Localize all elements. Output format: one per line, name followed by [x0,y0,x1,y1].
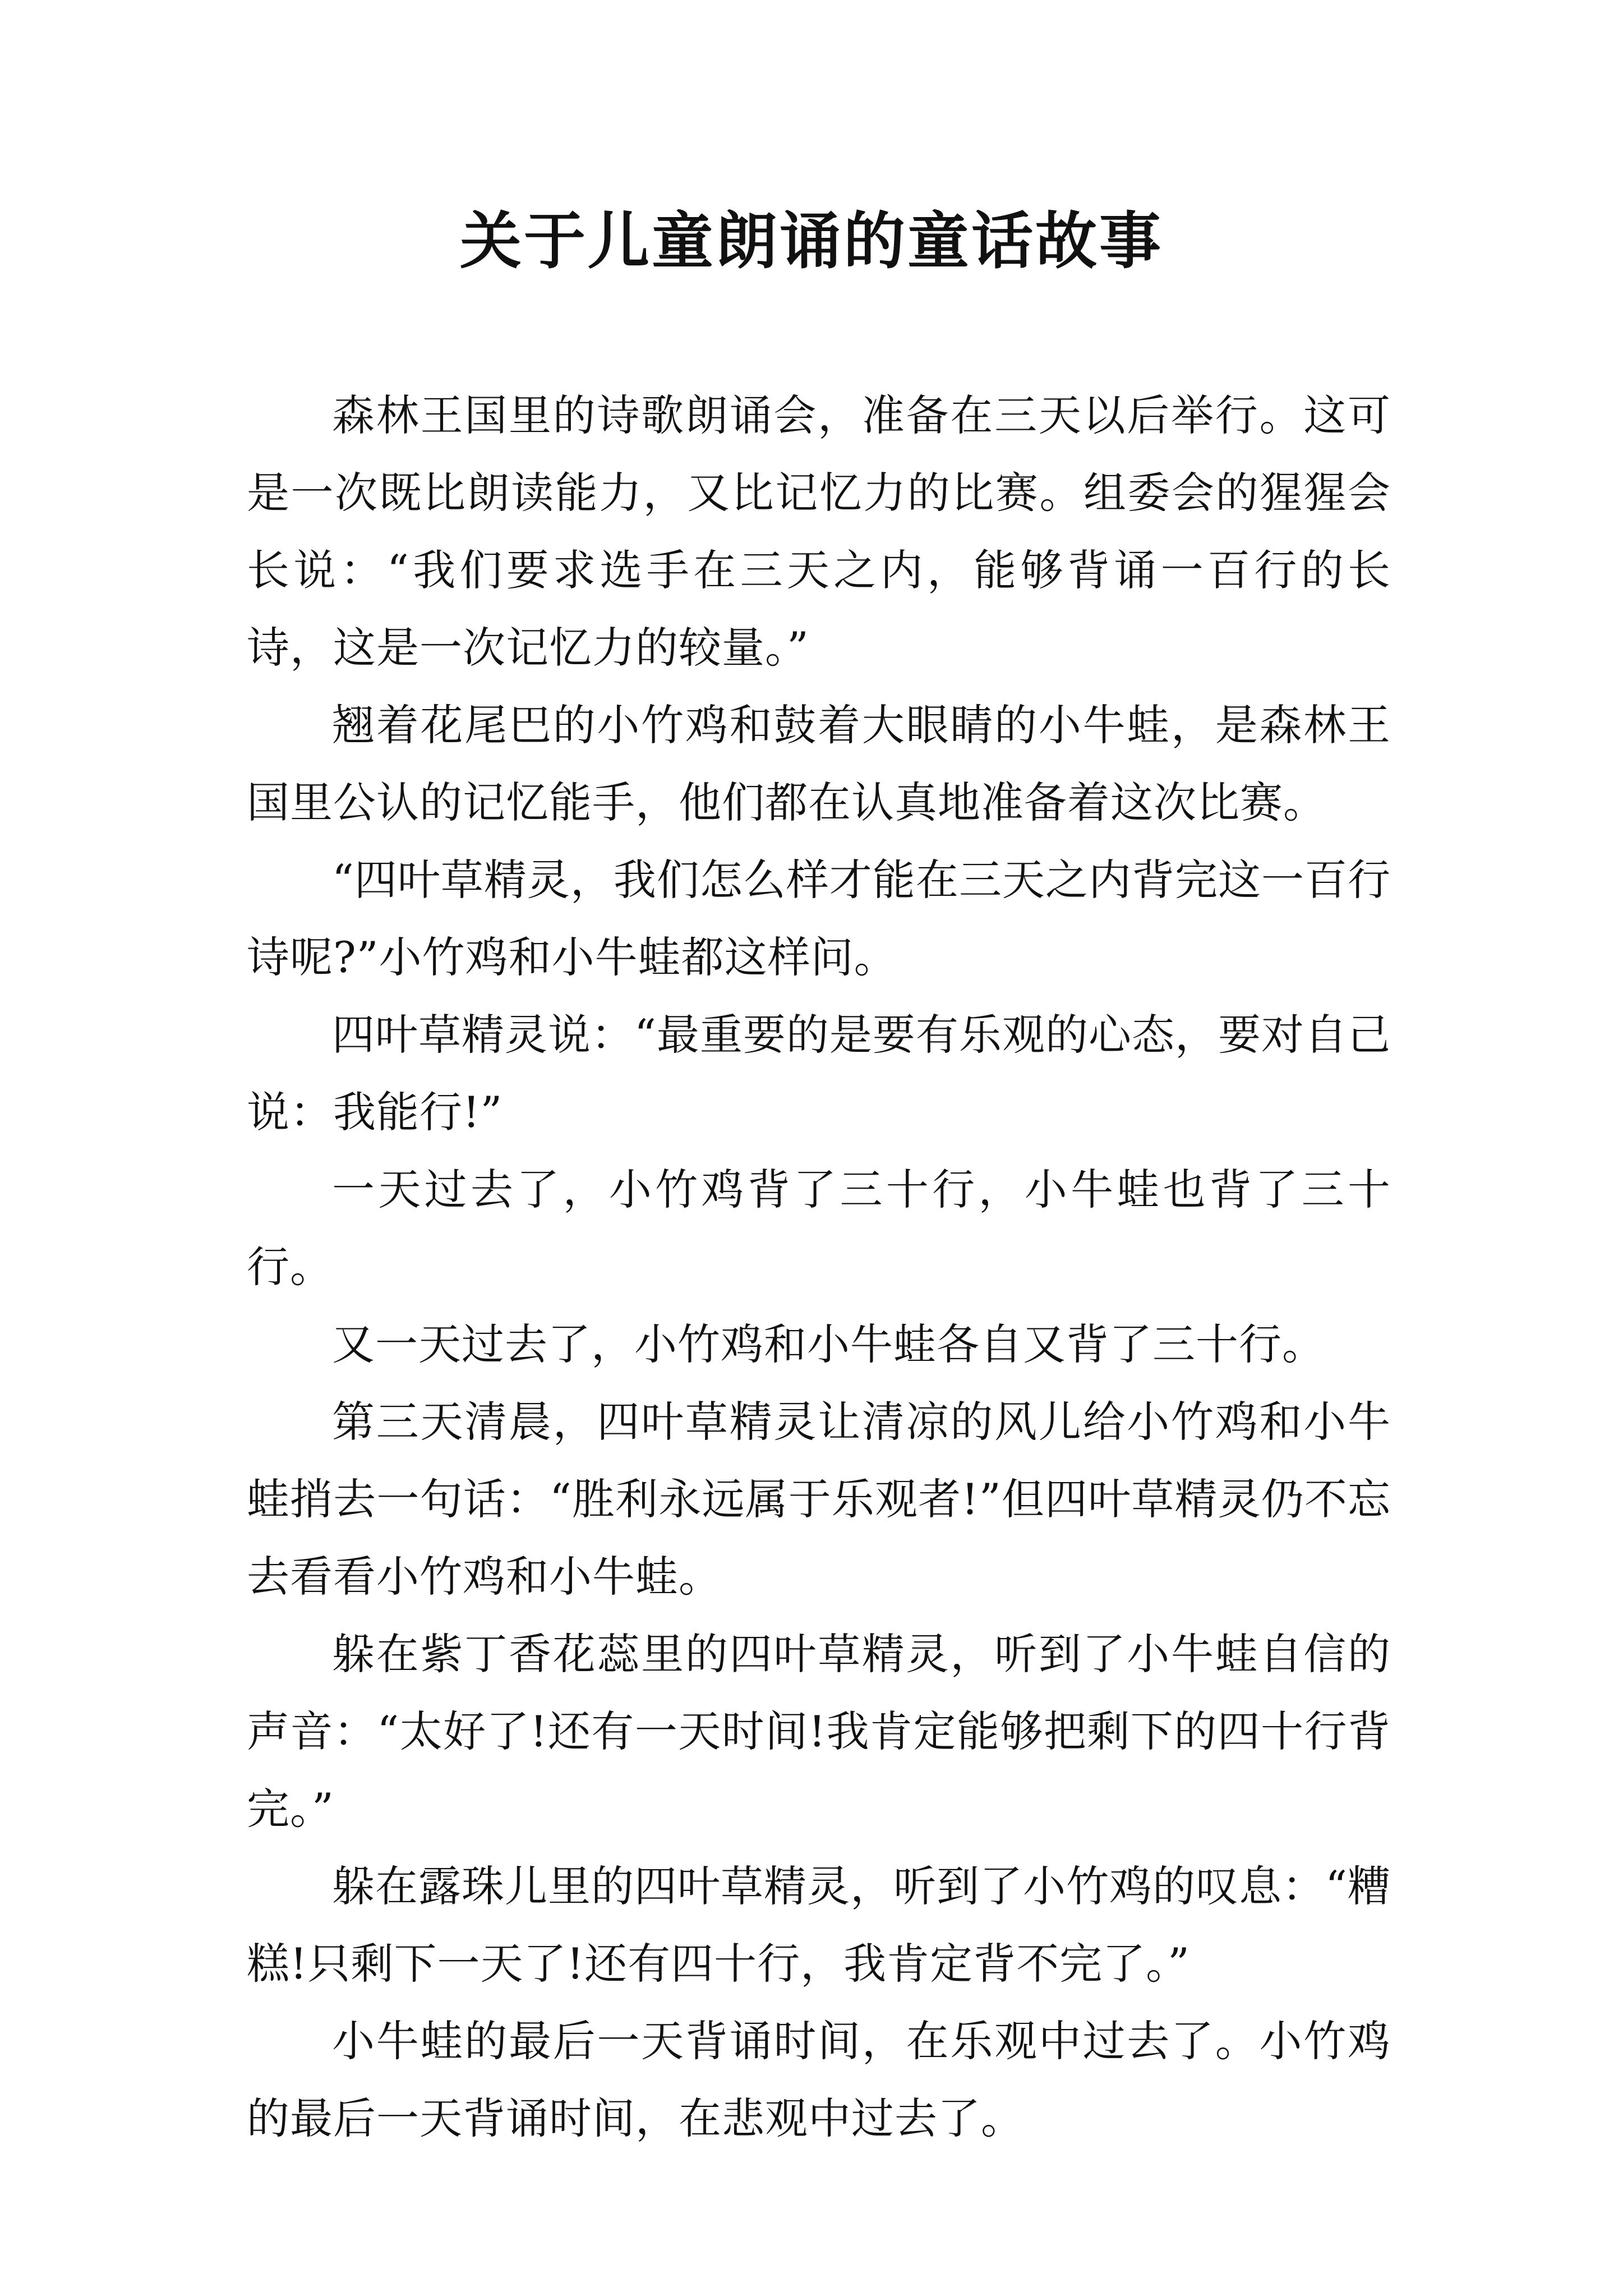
paragraph: 躲在露珠儿里的四叶草精灵，听到了小竹鸡的叹息：“糟糕!只剩下一天了!还有四十行，我肯定背不完了。” [247,1861,1391,1989]
paragraph: “四叶草精灵，我们怎么样才能在三天之内背完这一百行诗呢?”小竹鸡和小牛蛙都这样问。 [247,855,1391,982]
paragraph: 四叶草精灵说：“最重要的是要有乐观的心态，要对自己说：我能行!” [247,1010,1391,1137]
paragraph: 第三天清晨，四叶草精灵让清凉的风儿给小竹鸡和小牛蛙捎去一句话：“胜利永远属于乐观者!”但四叶草精灵仍不忘去看看小竹鸡和小牛蛙。 [247,1397,1391,1602]
paragraph: 森林王国里的诗歌朗诵会，准备在三天以后举行。这可是一次既比朗读能力，又比记忆力的比赛。组委会的猩猩会长说：“我们要求选手在三天之内，能够背诵一百行的长诗，这是一次记忆力的较量。” [247,390,1391,673]
paragraph: 翘着花尾巴的小竹鸡和鼓着大眼睛的小牛蛙，是森林王国里公认的记忆能手，他们都在认真地准备着这次比赛。 [247,700,1391,827]
paragraph: 躲在紫丁香花蕊里的四叶草精灵，听到了小牛蛙自信的声音：“太好了!还有一天时间!我肯定能够把剩下的四十行背完。” [247,1629,1391,1834]
paragraph: 又一天过去了，小竹鸡和小牛蛙各自又背了三十行。 [332,1319,1325,1369]
paragraph: 小牛蛙的最后一天背诵时间，在乐观中过去了。小竹鸡的最后一天背诵时间，在悲观中过去了。 [247,2016,1391,2143]
document-body [247,377,1391,2157]
document-title: 关于儿童朗诵的童话故事 [460,205,1163,277]
paragraph: 一天过去了，小竹鸡背了三十行，小牛蛙也背了三十行。 [247,1165,1391,1292]
